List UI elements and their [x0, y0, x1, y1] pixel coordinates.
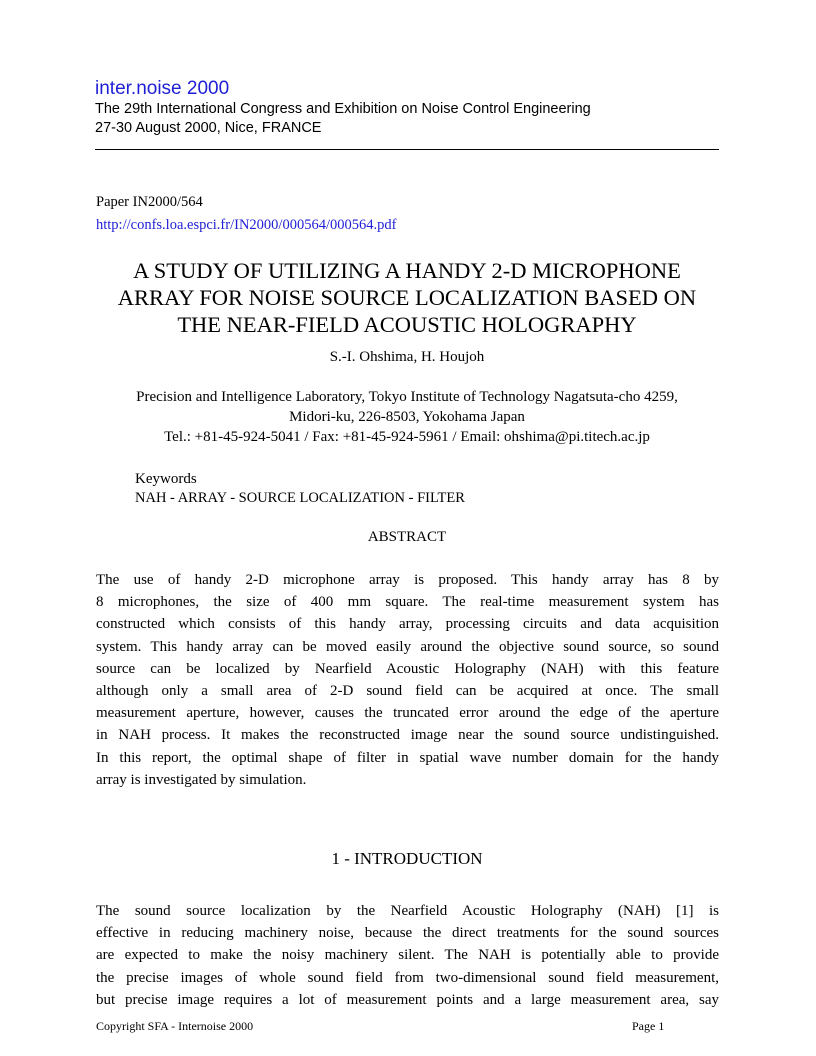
introduction-line: the precise images of whole sound field from two-dimensional sound field measurement, [96, 969, 719, 986]
conference-title: inter.noise 2000 [95, 78, 230, 99]
introduction-line: but precise image requires a lot of measurement points and a large measurement area, say [96, 991, 719, 1008]
abstract-line: measurement aperture, however, causes the truncated error around the edge of the aperture [96, 705, 719, 722]
authors: S.-I. Ohshima, H. Houjoh [329, 349, 485, 365]
keywords-list: NAH - ARRAY - SOURCE LOCALIZATION - FILTER [135, 490, 465, 506]
contact-line: Tel.: +81-45-924-5041 / Fax: +81-45-924-5961 / Email: ohshima@pi.titech.ac.jp [164, 429, 650, 445]
affiliation-line: Precision and Intelligence Laboratory, Tokyo Institute of Technology Nagatsuta-cho 4259, [136, 389, 678, 405]
conference-subtitle: The 29th International Congress and Exhibition on Noise Control Engineering [95, 101, 591, 117]
abstract-line: in NAH process. It makes the reconstructed image near the sound source undistinguished. [96, 727, 719, 744]
footer-copyright: Copyright SFA - Internoise 2000 [96, 1019, 254, 1033]
abstract-line: source can be localized by Nearfield Acoustic Holography (NAH) with this feature [96, 660, 719, 677]
abstract-line: array is investigated by simulation. [96, 771, 307, 788]
header-divider [95, 149, 719, 150]
abstract-line: constructed which consists of this handy array, processing circuits and data acquisition [96, 616, 719, 633]
abstract-line: In this report, the optimal shape of filter in spatial wave number domain for the handy [96, 749, 719, 766]
paper-title-line: A STUDY OF UTILIZING A HANDY 2-D MICROPHONE [133, 258, 681, 283]
abstract-line: although only a small area of 2-D sound field can be acquired at once. The small [96, 683, 719, 700]
paper-url-link[interactable]: http://confs.loa.espci.fr/IN2000/000564/000564.pdf [96, 217, 397, 233]
introduction-line: effective in reducing machinery noise, because the direct treatments for the sound sources [96, 925, 719, 942]
footer-page-number: Page 1 [632, 1019, 665, 1033]
introduction-line: The sound source localization by the Nearfield Acoustic Holography (NAH) [1] is [96, 903, 719, 919]
paper-id: Paper IN2000/564 [96, 194, 203, 210]
affiliation-line: Midori-ku, 226-8503, Yokohama Japan [289, 409, 525, 425]
introduction-line: are expected to make the noisy machinery silent. The NAH is potentially able to provide [96, 947, 719, 964]
conference-dates: 27-30 August 2000, Nice, FRANCE [95, 120, 322, 136]
paper-title-line: THE NEAR-FIELD ACOUSTIC HOLOGRAPHY [177, 312, 637, 337]
abstract-heading: ABSTRACT [367, 529, 447, 545]
introduction-heading: 1 - INTRODUCTION [331, 849, 483, 868]
paper-title-line: ARRAY FOR NOISE SOURCE LOCALIZATION BASED ON [117, 285, 697, 310]
abstract-line: 8 microphones, the size of 400 mm square. The real-time measurement system has [96, 594, 719, 611]
introduction-body [96, 900, 719, 1011]
paper-title [95, 257, 719, 338]
keywords-label: Keywords [135, 471, 197, 487]
abstract-line: system. This handy array can be moved easily around the objective sound source, so sound [96, 638, 719, 655]
abstract-body [96, 569, 719, 791]
abstract-line: The use of handy 2-D microphone array is proposed. This handy array has 8 by [96, 572, 719, 588]
